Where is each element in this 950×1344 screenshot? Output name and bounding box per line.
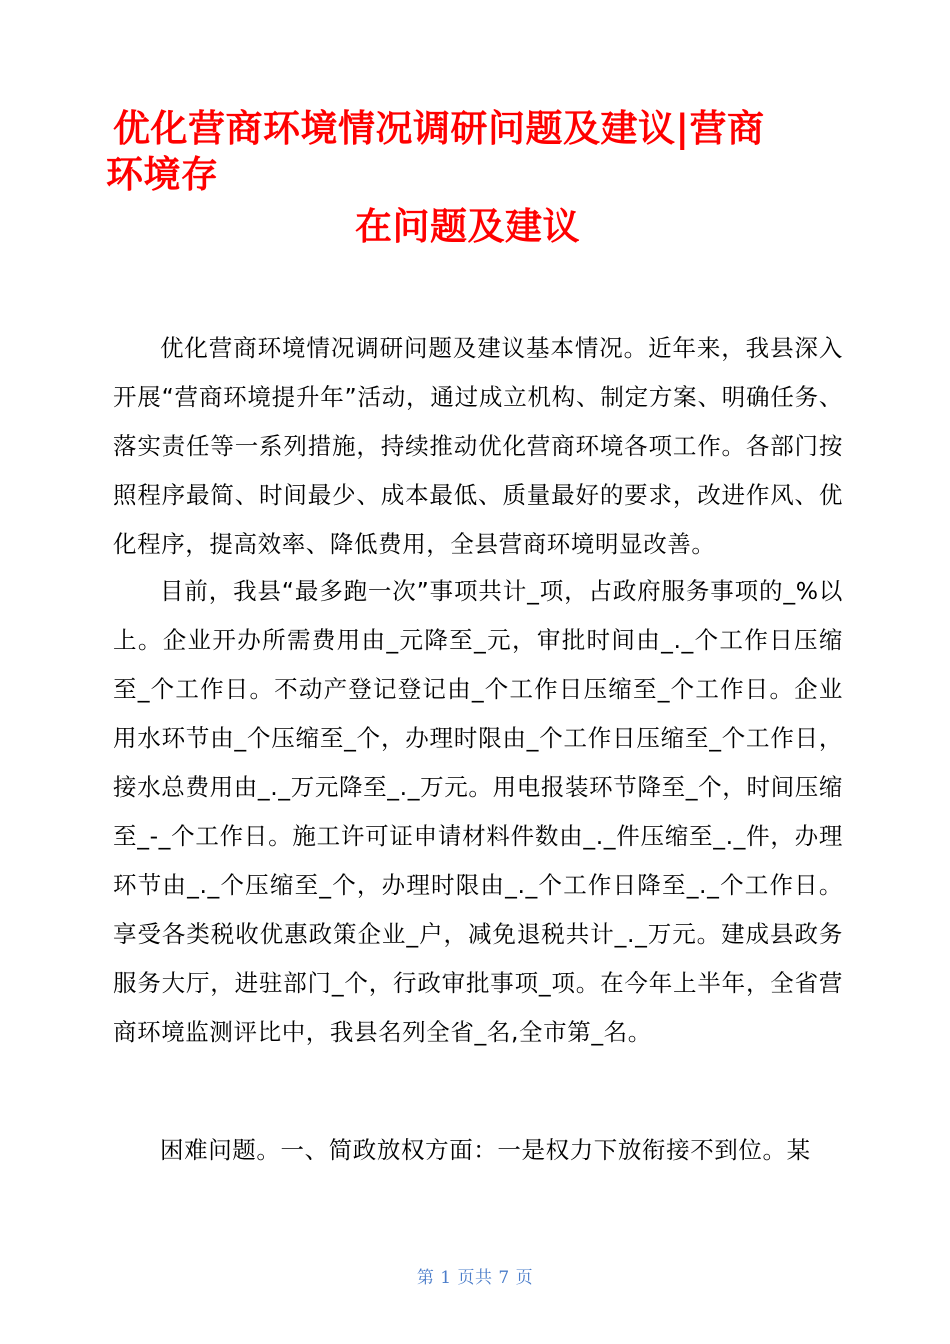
- paragraph-current-status: 目前，我县“最多跑一次”事项共计_项，占政府服务事项的_%以上。企业开办所需费用由_元降至_元，审批时间由_._个工作日压缩至_个工作日。不动产登记登记由_个工作日压缩至_个工作日。企业用水环节由_个压缩至_个，办理时限由_个工作日压缩至_个工作日，接水总费用由_._万元降至_._万元。用电报装环节降至_个，时间压缩至_-_个工作日。施工许可证申请材料件数由_._件压缩至_._件，办理环节由_._个压缩至_个，办理时限由_._个工作日降至_._个工作日。享受各类税收优惠政策企业_户，减免退税共计_._万元。建成县政务服务大厅，进驻部门_个，行政审批事项_项。在今年上半年，全省营商环境监测评比中，我县名列全省_名,全市第_名。: [113, 577, 843, 1046]
- paragraph-basic-situation: 优化营商环境情况调研问题及建议基本情况。近年来，我县深入开展“营商环境提升年”活动，通过成立机构、制定方案、明确任务、落实责任等一系列措施，持续推动优化营商环境各项工作。各部门按照程序最简、时间最少、成本最低、质量最好的要求，改进作风、优化程序，提高效率、降低费用，全县营商环境明显改善。: [113, 334, 843, 558]
- paragraph-difficulties: 困难问题。一、简政放权方面：一是权力下放衔接不到位。某: [160, 1136, 811, 1164]
- page-number-footer: 第 1 页共 7 页: [416, 1268, 534, 1288]
- document-title-line-3: 在问题及建议: [355, 205, 580, 248]
- document-title-line-1: 优化营商环境情况调研问题及建议|营商: [113, 107, 765, 150]
- document-title-line-2: 环境存: [106, 153, 219, 196]
